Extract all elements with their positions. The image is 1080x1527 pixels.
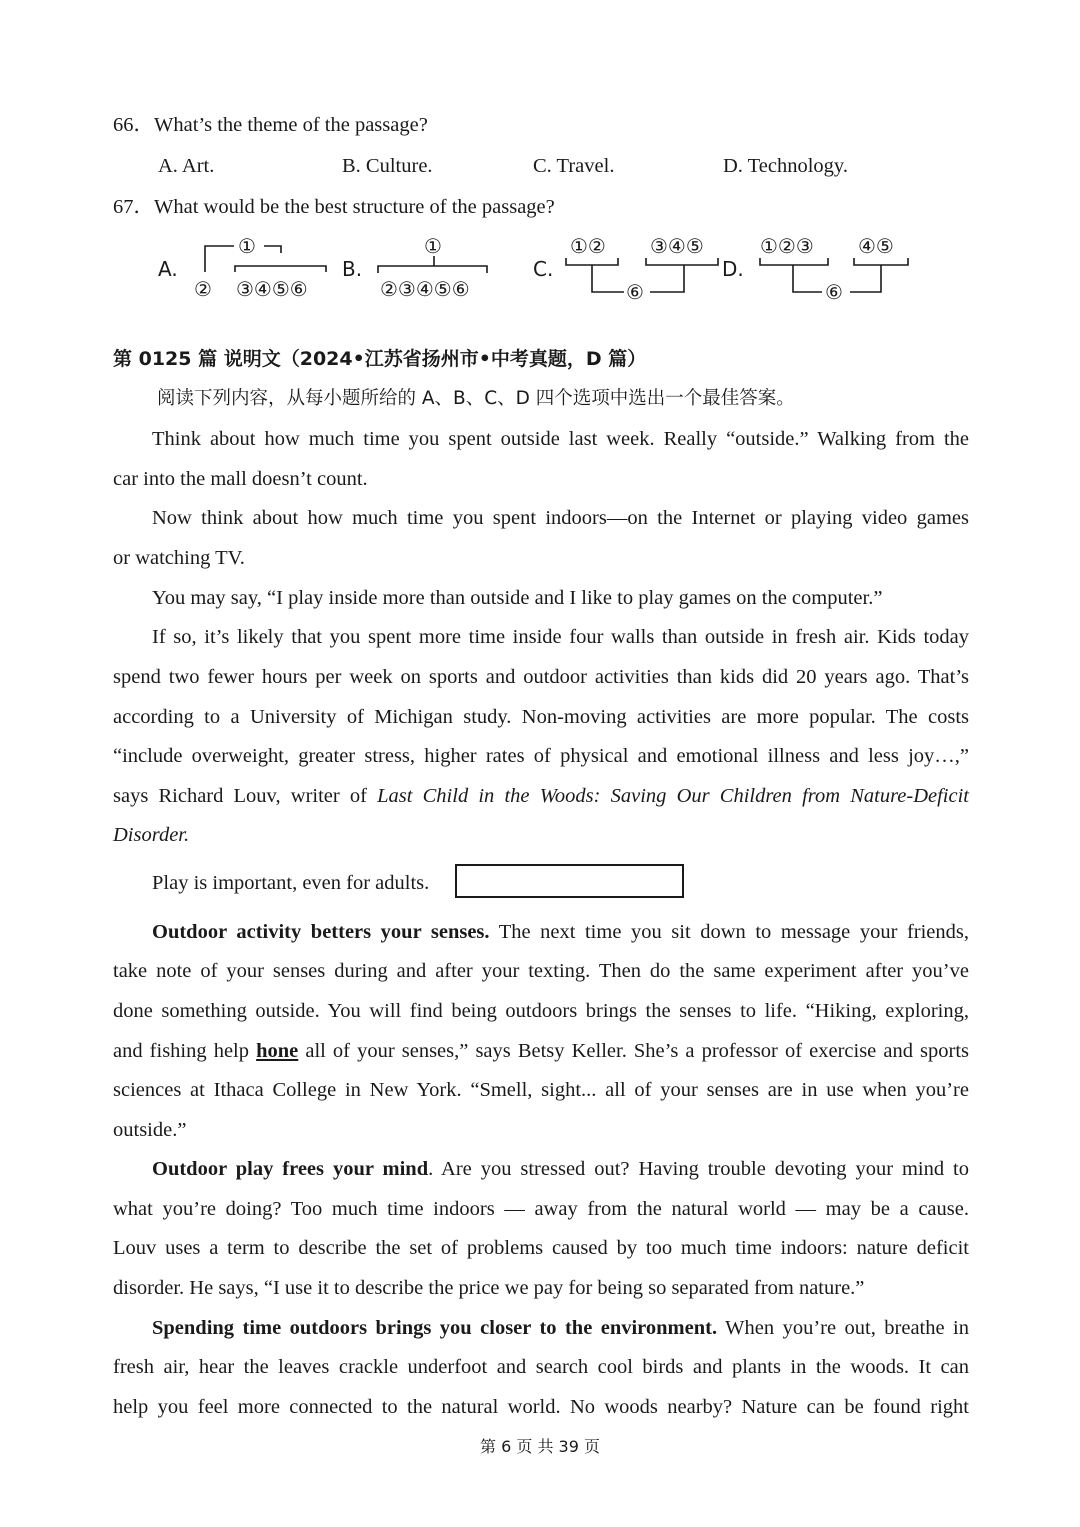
q67-a-bracket-2 xyxy=(235,266,326,272)
paragraph-6-line-1: Outdoor activity betters your senses. The next time you sit down to message your friends, xyxy=(152,921,969,943)
paragraph-7-line-3: Louv uses a term to describe the set of problems caused by too much time indoors: nature deficit xyxy=(113,1237,969,1259)
q67-c-top-2: ③④⑤ xyxy=(650,234,704,258)
book-title: Last Child in the Woods: Saving Our Children from Nature-Deficit xyxy=(377,785,969,807)
paragraph-2-line-1: Now think about how much time you spent indoors—on the Internet or playing video games xyxy=(152,507,969,529)
q67-b-label: B. xyxy=(342,257,363,281)
q67-b-bottom-1: ②③④⑤⑥ xyxy=(380,277,470,301)
paragraph-6-line-2: take note of your senses during and after your texting. Then do the same experiment after you’ve xyxy=(113,960,969,982)
paragraph-1-line-2: car into the mall doesn’t count. xyxy=(113,468,368,490)
paragraph-4-line-5: says Richard Louv, writer of Last Child in the Woods: Saving Our Children from Nature-Deficit xyxy=(113,785,969,807)
q67-a-bottom-2: ③④⑤⑥ xyxy=(236,277,308,301)
paragraph-3: You may say, “I play inside more than outside and I like to play games on the computer.” xyxy=(152,587,883,609)
paragraph-6-line-4: and fishing help hone all of your senses,” says Betsy Keller. She’s a professor of exercise and sports xyxy=(113,1040,970,1062)
paragraph-7-line-1: Outdoor play frees your mind. Are you stressed out? Having trouble devoting your mind to xyxy=(152,1158,969,1180)
passage-instruction: 阅读下列内容，从每小题所给的 A、B、C、D 四个选项中选出一个最佳答案。 xyxy=(157,388,795,409)
paragraph-6-line-6: outside.” xyxy=(113,1119,187,1141)
paragraph-2-line-2: or watching TV. xyxy=(113,547,245,569)
q67-a-top-1: ① xyxy=(238,234,256,258)
paragraph-6-line-3: done something outside. You will find being outdoors brings the senses to life. “Hiking, exploring, xyxy=(113,1000,969,1022)
q67-d-bracket-right xyxy=(850,258,908,292)
q67-b-top-1: ① xyxy=(424,234,442,258)
paragraph-8-line-1: Spending time outdoors brings you closer to the environment. When you’re out, breathe in xyxy=(152,1317,969,1339)
q67-structure-diagrams xyxy=(0,228,1080,310)
paragraph-7-topic: Outdoor play frees your mind xyxy=(152,1158,429,1180)
q67-a-label: A. xyxy=(158,257,178,281)
paragraph-4-line-4: “include overweight, greater stress, higher rates of physical and emotional illness and less joy…,” xyxy=(113,745,969,767)
paragraph-4-line-1: If so, it’s likely that you spent more time inside four walls than outside in fresh air. Kids today xyxy=(152,626,969,648)
q67-a-bottom-1: ② xyxy=(194,277,212,301)
q66-option-a: A. Art. xyxy=(158,155,215,177)
q67-d-bracket-left xyxy=(760,258,828,292)
q67-c-bracket-left xyxy=(566,258,624,292)
paragraph-4-line-3: according to a University of Michigan study. Non-moving activities are more popular. The costs xyxy=(113,706,969,728)
paragraph-4-line-6: Disorder. xyxy=(113,824,190,846)
q67-d-bottom-1: ⑥ xyxy=(825,280,843,304)
paragraph-1-line-1: Think about how much time you spent outside last week. Really “outside.” Walking from the xyxy=(152,428,969,450)
paragraph-6-line-5: sciences at Ithaca College in New York. “Smell, sight... all of your senses are in use when you’re xyxy=(113,1079,969,1101)
paragraph-7-line-4: disorder. He says, “I use it to describe the price we pay for being so separated from nature.” xyxy=(113,1277,865,1299)
q66-option-c: C. Travel. xyxy=(533,155,615,177)
q66-option-b: B. Culture. xyxy=(342,155,433,177)
paragraph-4-line-2: spend two fewer hours per week on sports and outdoor activities than kids did 20 years ago. That’s xyxy=(113,666,969,688)
paragraph-5: Play is important, even for adults. xyxy=(152,872,430,894)
underlined-word-hone: hone xyxy=(256,1040,299,1062)
question-67-stem: 67．What would be the best structure of the passage? xyxy=(113,196,555,218)
q67-c-label: C. xyxy=(533,257,554,281)
paragraph-8-topic: Spending time outdoors brings you closer to the environment. xyxy=(152,1317,718,1339)
q67-d-top-1: ①②③ xyxy=(760,234,814,258)
page-footer: 第 6 页 共 39 页 xyxy=(480,1437,600,1456)
q67-c-bottom-1: ⑥ xyxy=(626,280,644,304)
q67-d-label: D. xyxy=(722,257,744,281)
q67-c-top-1: ①② xyxy=(570,234,606,258)
q67-b-bracket xyxy=(378,256,487,273)
q66-option-d: D. Technology. xyxy=(723,155,848,177)
question-66-stem: 66．What’s the theme of the passage? xyxy=(113,114,428,136)
q67-d-top-2: ④⑤ xyxy=(858,234,894,258)
answer-blank-box[interactable] xyxy=(455,864,684,898)
paragraph-8-line-2: fresh air, hear the leaves crackle underfoot and search cool birds and plants in the woods. It can xyxy=(113,1356,969,1378)
q67-c-bracket-right xyxy=(646,258,718,292)
passage-heading: 第 0125 篇 说明文（2024•江苏省扬州市•中考真题，D 篇） xyxy=(113,348,647,370)
paragraph-8-line-3: help you feel more connected to the natural world. No woods nearby? Nature can be found right xyxy=(113,1396,969,1418)
paragraph-6-topic: Outdoor activity betters your senses. xyxy=(152,921,490,943)
paragraph-7-line-2: what you’re doing? Too much time indoors — away from the natural world — may be a cause. xyxy=(113,1198,969,1220)
